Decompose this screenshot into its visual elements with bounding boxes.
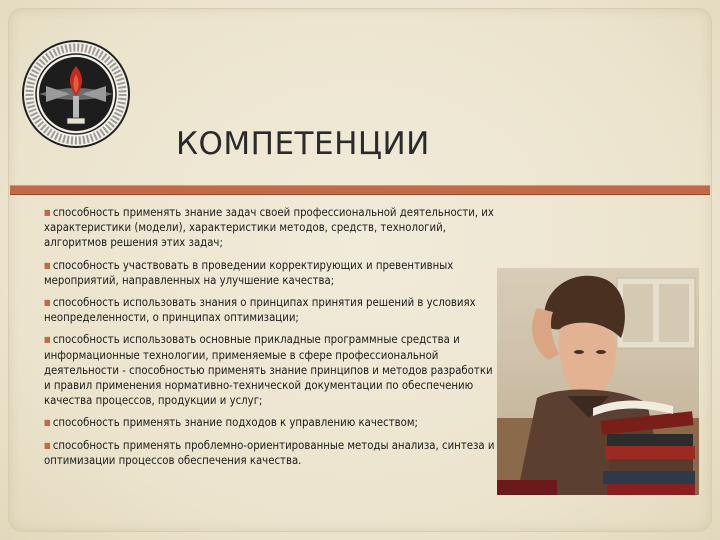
list-item <box>44 332 496 408</box>
list-item <box>44 205 496 251</box>
student-with-books-photo <box>497 268 699 495</box>
list-item-text: способность применять знание подходов к управлению качеством; <box>52 416 418 430</box>
list-item-text: способность использовать знания о принципах принятия решений в условиях неопределенности, о принципах оптимизации; <box>44 296 476 325</box>
bullet-marker-icon: ■ <box>44 440 51 450</box>
list-item <box>44 415 496 430</box>
university-emblem-icon <box>20 38 132 150</box>
bullet-marker-icon: ■ <box>44 298 51 308</box>
list-item <box>44 295 496 325</box>
slide-title: КОМПЕТЕНЦИИ <box>176 126 430 162</box>
list-item-text: способность использовать основные прикладные программные средства и информационные технологии, применяемые в сфере профессиональной деятельности - способностью применять знание принципов и методов разработки и правил применения нормативно-технической документации по обеспечению качества процессов, продукции и услуг; <box>44 333 493 408</box>
list-item-text: способность применять проблемно-ориентированные методы анализа, синтеза и оптимизации процессов обеспечения качества. <box>44 438 495 467</box>
bullet-marker-icon: ■ <box>44 260 51 270</box>
title-divider-bar <box>10 185 710 195</box>
bullet-marker-icon: ■ <box>44 335 51 345</box>
list-item <box>44 258 496 288</box>
list-item-text: способность применять знание задач своей профессиональной деятельности, их характеристики (модели), характеристики методов, средств, технологий, алгоритмов решения этих задач; <box>44 206 494 250</box>
competencies-list <box>44 205 496 475</box>
list-item-text: способность участвовать в проведении корректирующих и превентивных мероприятий, направленных на улучшение качества; <box>44 258 454 287</box>
bullet-marker-icon: ■ <box>44 208 51 217</box>
bullet-marker-icon: ■ <box>44 418 51 428</box>
list-item <box>44 438 496 468</box>
